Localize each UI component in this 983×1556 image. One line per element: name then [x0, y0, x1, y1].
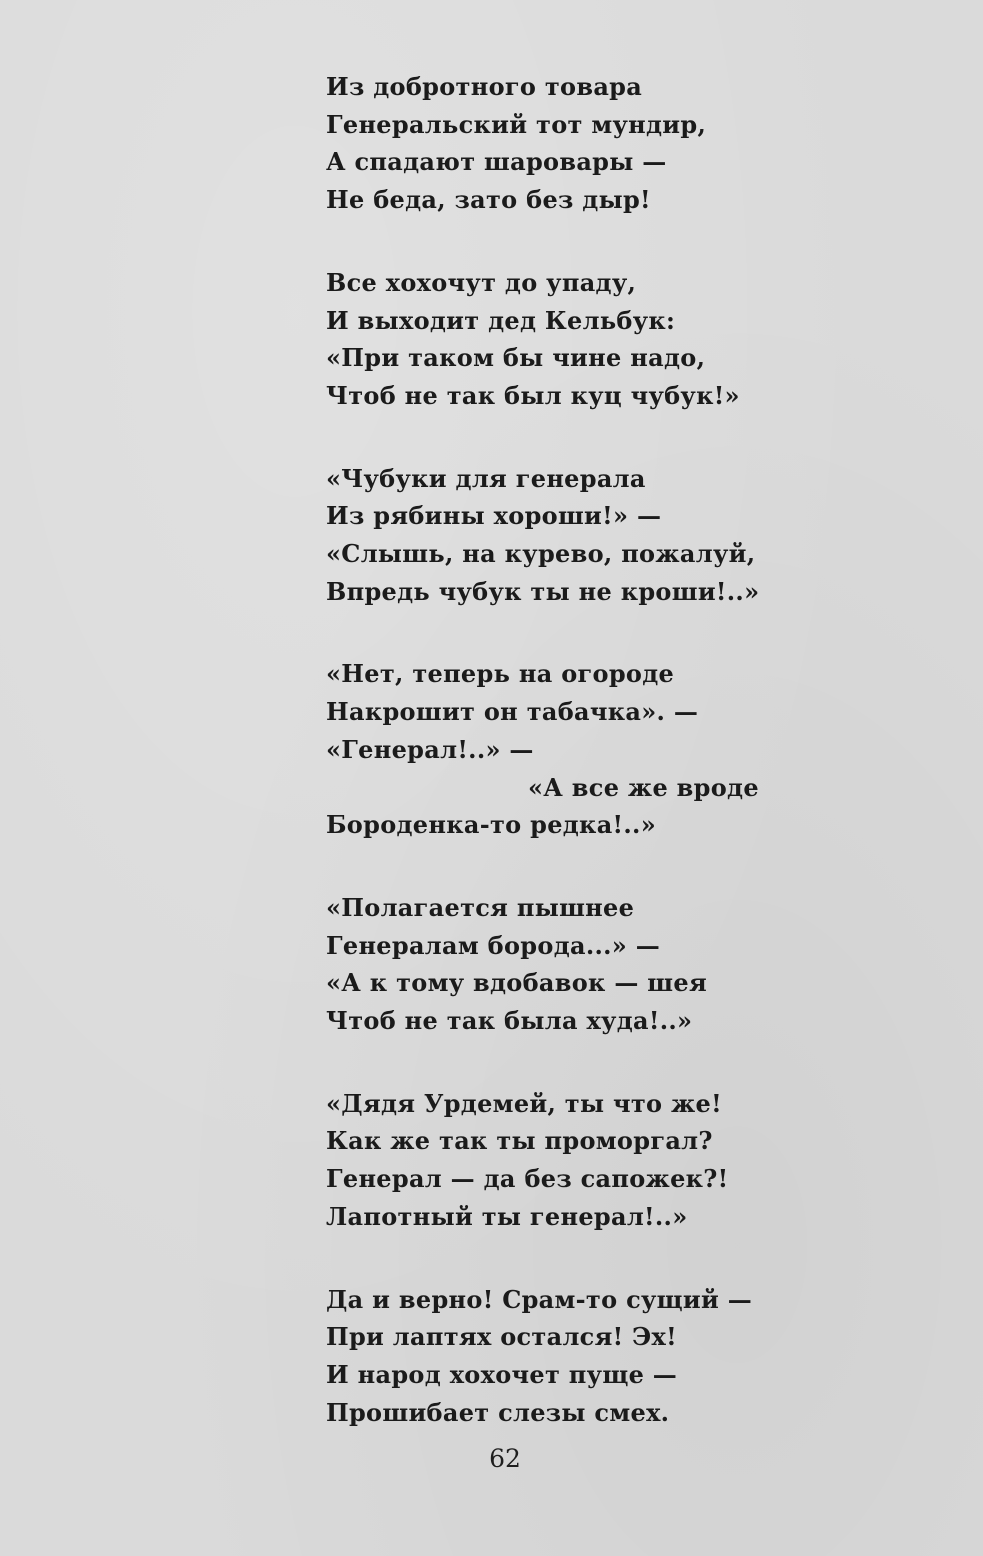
- poem-line: Накрошит он табачка». —: [326, 697, 699, 727]
- poem-line: «Полагается пышнее: [326, 892, 635, 922]
- poem-line: Впредь чубук ты не кроши!..»: [326, 576, 760, 606]
- poem-line: «Дядя Урдемей, ты что же!: [326, 1088, 722, 1118]
- poem-line: И народ хохочет пуще —: [326, 1359, 678, 1389]
- poem-line: Чтоб не так была худа!..»: [326, 1006, 693, 1036]
- poem-line: Из рябины хороши!» —: [326, 501, 662, 531]
- poem-line: Генералам борода...» —: [326, 930, 661, 960]
- poem-line: Как же так ты проморгал?: [326, 1126, 713, 1156]
- stanza: [326, 460, 786, 611]
- poem-line: «Слышь, на курево, пожалуй,: [326, 539, 756, 569]
- stanza: [326, 655, 786, 844]
- poem-line: Генерал — да без сапожек?!: [326, 1164, 729, 1194]
- poem-line: При лаптях остался! Эх!: [326, 1322, 677, 1352]
- stanza: [326, 68, 786, 219]
- poem-line: Лапотный ты генерал!..»: [326, 1201, 688, 1231]
- poem-line: А спадают шаровары —: [326, 147, 667, 177]
- stanza: [326, 264, 786, 415]
- poem-line: «Чубуки для генерала: [326, 463, 646, 493]
- poem-line: Не беда, зато без дыр!: [326, 185, 651, 215]
- stanza: [326, 1281, 786, 1432]
- poem-line: Прошибает слезы смех.: [326, 1397, 670, 1427]
- poem-line: Из добротного товара: [326, 72, 643, 101]
- poem-line: Все хохочут до упаду,: [326, 267, 637, 297]
- poem-line: И выходит дед Кельбук:: [326, 305, 676, 335]
- stanza: [326, 1085, 786, 1236]
- poem-line: Да и верно! Срам-то сущий —: [326, 1284, 753, 1314]
- poem-line: «Генерал!..» —: [326, 734, 534, 764]
- poem-line: Чтоб не так был куц чубук!»: [326, 380, 740, 410]
- poem-line: Генеральский тот мундир,: [326, 109, 707, 139]
- poem-line: «А все же вроде: [528, 772, 759, 802]
- poem-line: «Нет, теперь на огороде: [326, 659, 675, 689]
- poem-text: [326, 68, 786, 1431]
- poem-line: Бороденка-то редка!..»: [326, 810, 656, 840]
- stanza: [326, 889, 786, 1040]
- page-number: 62: [489, 1444, 521, 1473]
- poem-line: «А к тому вдобавок — шея: [326, 968, 707, 998]
- poem-line: «При таком бы чине надо,: [326, 343, 706, 373]
